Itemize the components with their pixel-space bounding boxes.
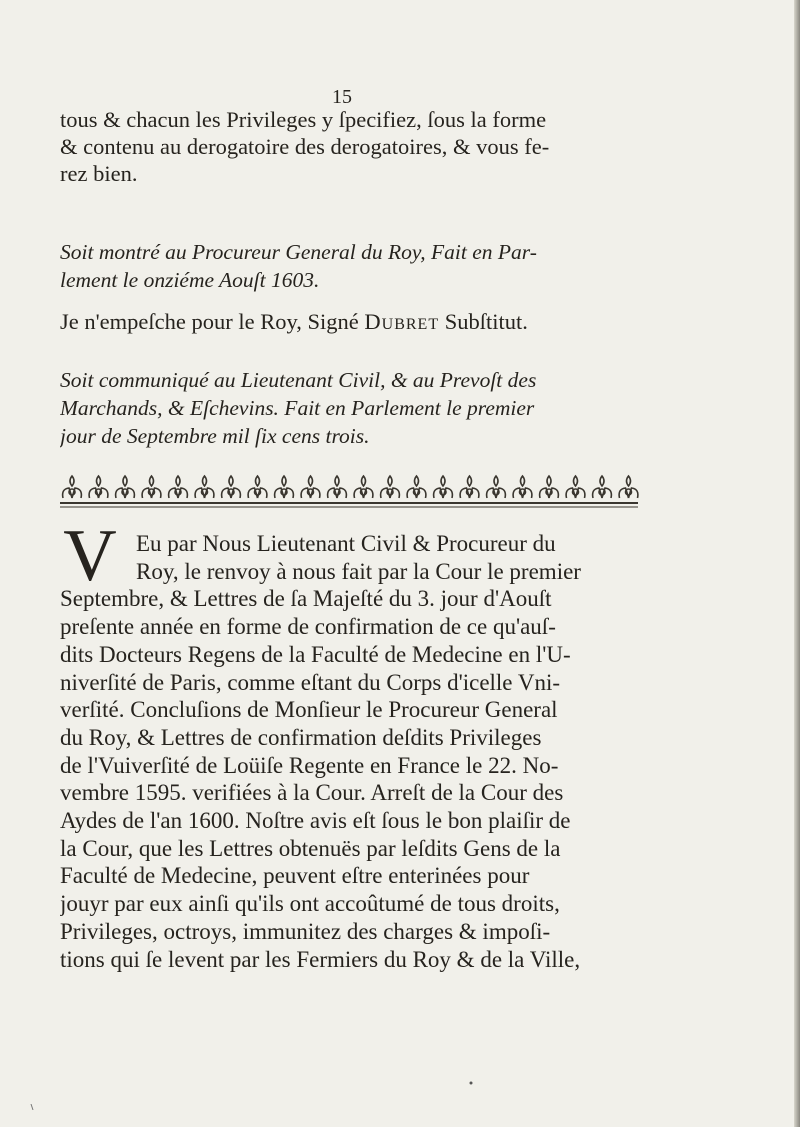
text-line: Eu par Nous Lieutenant Civil & Procureur du <box>136 531 556 556</box>
fleuron-ornament-band <box>58 470 640 510</box>
text-line: Faculté de Medecine, peuvent eſtre enterinées pour <box>60 863 530 889</box>
fleuron-icon <box>195 476 214 498</box>
text-line: Soit communiqué au Lieutenant Civil, & au Prevoſt des <box>60 368 537 392</box>
fleuron-icon <box>566 476 585 498</box>
fleuron-icon <box>487 476 506 498</box>
text-line: Privileges, octroys, immunitez des charges & impoſi- <box>60 918 551 944</box>
fleuron-icon <box>381 476 400 498</box>
text-line: Marchands, & Eſchevins. Fait en Parlement le premier <box>60 396 535 420</box>
fleuron-icon <box>540 476 559 498</box>
fleuron-icon <box>328 476 347 498</box>
text-line: Soit montré au Procureur General du Roy, Fait en Par- <box>60 240 537 264</box>
text-line: jour de Septembre mil ſix cens trois. <box>60 424 370 448</box>
signature-name: Dubret <box>364 309 440 334</box>
paragraph-soit-montre <box>60 238 640 294</box>
signature-prefix: Je n'empeſche pour le Roy, Signé <box>60 309 365 334</box>
fleuron-icon <box>354 476 373 498</box>
fleuron-icon <box>407 476 426 498</box>
fleuron-icon <box>513 476 532 498</box>
text-line: Septembre, & Lettres de ſa Majeſté du 3. jour d'Aouſt <box>60 586 552 612</box>
page-edge-shadow <box>794 0 800 1127</box>
fleuron-icon <box>169 476 188 498</box>
text-line: vembre 1595. verifiées à la Cour. Arreſt de la Cour des <box>60 780 564 806</box>
ink-speck <box>468 1080 474 1086</box>
signature-line <box>60 308 640 335</box>
text-line: verſité. Concluſions de Monſieur le Procureur General <box>60 697 558 723</box>
text-line: lement le onziéme Aouſt 1603. <box>60 268 320 292</box>
text-line: tions qui ſe levent par les Fermiers du Roy & de la Ville, <box>60 946 581 972</box>
drop-cap: V <box>63 515 117 597</box>
fleuron-icon <box>63 476 82 498</box>
text-line: du Roy, & Lettres de confirmation deſdits Privileges <box>60 724 542 750</box>
fleuron-icon <box>619 476 638 498</box>
text-line: preſente année en forme de confirmation de ce qu'auſ- <box>60 614 556 640</box>
text-line: tous & chacun les Privileges y ſpecifiez, ſous la forme <box>60 107 547 132</box>
signature-suffix: Subſtitut. <box>439 309 528 334</box>
paragraph-main-body <box>60 515 640 973</box>
fleuron-icon <box>116 476 135 498</box>
fleuron-icon <box>89 476 108 498</box>
text-line: niverſité de Paris, comme eſtant du Corps d'icelle Vni- <box>60 669 561 695</box>
ink-speck <box>30 1104 34 1110</box>
fleuron-icon <box>593 476 612 498</box>
text-line <box>60 308 640 335</box>
fleuron-icon <box>248 476 267 498</box>
text-line: rez bien. <box>60 161 138 186</box>
paragraph-soit-communique <box>60 366 640 450</box>
text-line: de l'Vuiverſité de Loüiſe Regente en France le 22. No- <box>60 752 559 778</box>
text-line: Roy, le renvoy à nous fait par la Cour le premier <box>136 558 581 584</box>
paragraph-closing-privileges <box>60 106 640 187</box>
text-line: Aydes de l'an 1600. Noſtre avis eſt ſous le bon plaiſir de <box>60 808 571 834</box>
text-line: la Cour, que les Lettres obtenuës par leſdits Gens de la <box>60 835 561 861</box>
page-number: 15 <box>332 86 352 108</box>
fleuron-icon <box>301 476 320 498</box>
fleuron-icon <box>460 476 479 498</box>
text-line: & contenu au derogatoire des derogatoires, & vous fe- <box>60 134 550 159</box>
text-line: dits Docteurs Regens de la Faculté de Medecine en l'U- <box>60 641 571 667</box>
fleuron-icon <box>434 476 453 498</box>
fleuron-icon <box>222 476 241 498</box>
fleuron-icon <box>275 476 294 498</box>
fleuron-icon <box>142 476 161 498</box>
text-line: jouyr par eux ainſi qu'ils ont accoûtumé de tous droits, <box>60 891 560 917</box>
